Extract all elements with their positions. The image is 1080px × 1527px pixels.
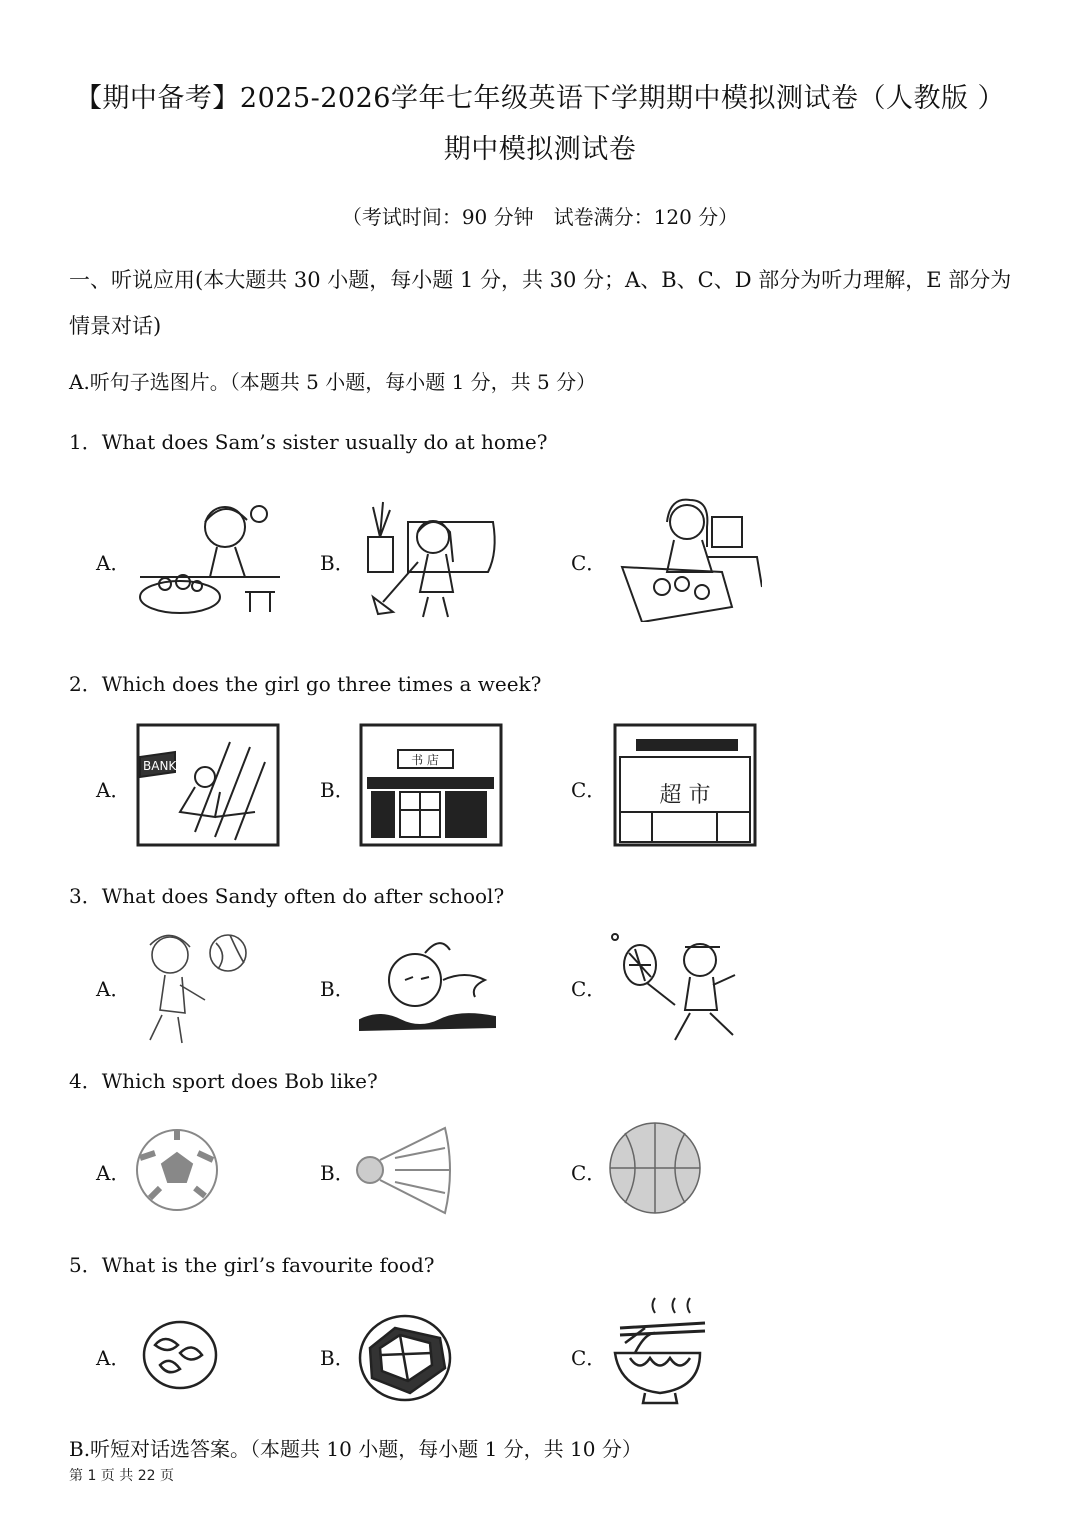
option-b-label: B． — [320, 551, 355, 575]
boy-playing-badminton-image[interactable] — [605, 925, 755, 1055]
option-c-label: C． — [571, 977, 607, 1001]
girl-playing-volleyball-image[interactable] — [120, 925, 270, 1055]
option-a-label: A． — [96, 1161, 131, 1185]
girl-washing-dishes-image[interactable] — [612, 492, 762, 622]
option-b-label: B． — [320, 1161, 355, 1185]
option-a-label: A． — [96, 551, 131, 575]
tofu-image[interactable] — [350, 1293, 500, 1423]
question-4: 4．Which sport does Bob like? — [69, 1069, 378, 1093]
title-line-1: 【期中备考】2025-2026学年七年级英语下学期期中模拟测试卷（人教版 ） — [74, 83, 1006, 114]
option-a-label: A． — [96, 778, 131, 802]
option-b-label: B． — [320, 778, 355, 802]
option-a-label: A． — [96, 977, 131, 1001]
option-b-label: B． — [320, 977, 355, 1001]
page-number: 第 1 页 共 22 页 — [69, 1468, 174, 1484]
soccer-ball-image[interactable] — [120, 1108, 270, 1238]
question-1: 1．What does Sam’s sister usually do at home? — [69, 430, 548, 454]
title-line-2: 期中模拟测试卷 — [443, 134, 637, 165]
shuttlecock-image[interactable] — [345, 1108, 495, 1238]
question-2: 2．Which does the girl go three times a week? — [69, 672, 542, 696]
section-heading: 一、听说应用(本大题共 30 小题，每小题 1 分，共 30 分；A、B、C、D 部分为听力理解，E 部分为情景对话) — [69, 268, 1012, 338]
girl-sweeping-floor-image[interactable] — [358, 492, 508, 622]
dumplings-image[interactable] — [120, 1293, 270, 1423]
option-c-label: C． — [571, 1161, 607, 1185]
noodles-image[interactable] — [605, 1293, 755, 1423]
girl-washing-clothes-image[interactable] — [135, 492, 285, 622]
option-a-label: A． — [96, 1346, 131, 1370]
part-b-heading: B.听短对话选答案。（本题共 10 小题，每小题 1 分，共 10 分） — [69, 1437, 642, 1461]
option-c-label: C． — [571, 551, 607, 575]
bookstore-image[interactable] — [358, 722, 508, 852]
option-c-label: C． — [571, 1346, 607, 1370]
basketball-image[interactable] — [590, 1108, 740, 1238]
option-b-label: B． — [320, 1346, 355, 1370]
question-3: 3．What does Sandy often do after school? — [69, 884, 505, 908]
girl-swimming-image[interactable] — [355, 925, 505, 1055]
exam-info: （考试时间：90 分钟 试卷满分：120 分） — [341, 205, 739, 229]
supermarket-sign-text: 超 市 — [659, 783, 711, 808]
bank-image[interactable] — [135, 722, 285, 852]
bookstore-sign-text: 书 店 — [411, 753, 439, 767]
bank-sign-text: BANK — [143, 759, 177, 773]
part-a-heading: A.听句子选图片。（本题共 5 小题，每小题 1 分，共 5 分） — [69, 370, 597, 394]
question-5: 5．What is the girl’s favourite food? — [69, 1253, 435, 1277]
option-c-label: C． — [571, 778, 607, 802]
supermarket-image[interactable] — [612, 722, 762, 852]
